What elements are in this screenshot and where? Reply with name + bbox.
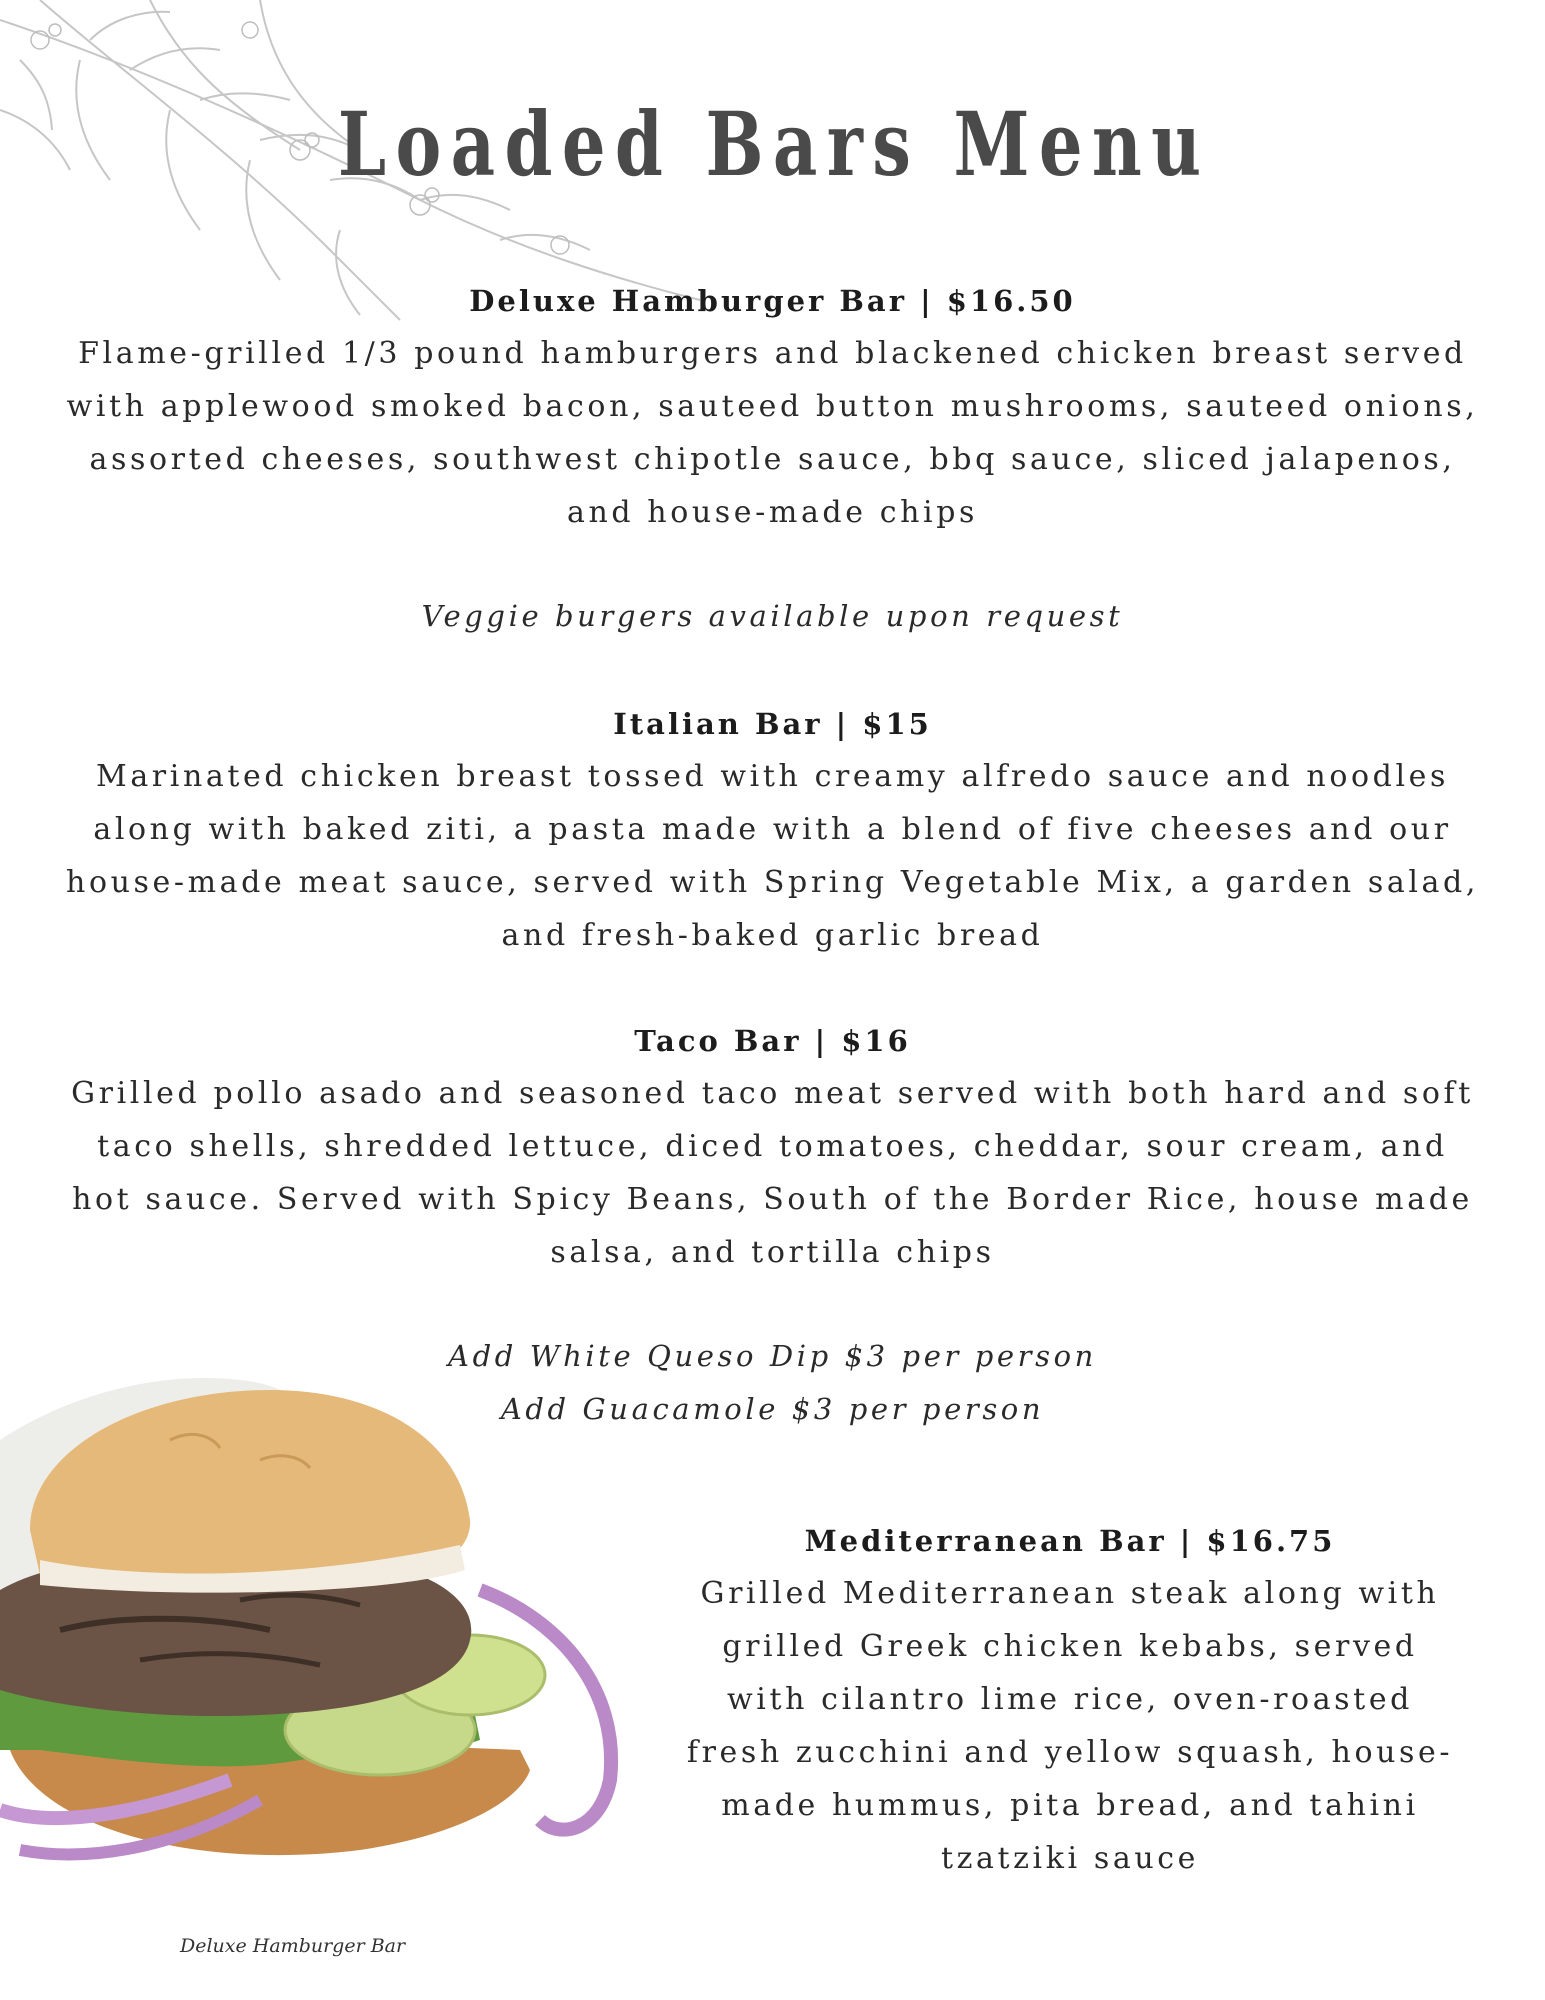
description-line: Grilled pollo asado and seasoned taco meat served with both hard and soft	[71, 1076, 1474, 1111]
description-line: along with baked ziti, a pasta made with a blend of five cheeses and our	[93, 812, 1452, 847]
section-heading: Deluxe Hamburger Bar | $16.50	[469, 284, 1076, 318]
description-line: made hummus, pita bread, and tahini	[721, 1788, 1419, 1823]
description-line: with applewood smoked bacon, sauteed button mushrooms, sauteed onions,	[66, 389, 1479, 424]
description-line: Marinated chicken breast tossed with creamy alfredo sauce and noodles	[96, 759, 1449, 794]
section-taco-bar	[40, 1015, 1505, 1279]
section-mediterranean-bar	[660, 1515, 1480, 1885]
photo-caption: Deluxe Hamburger Bar	[180, 1935, 406, 1957]
description-line: Flame-grilled 1/3 pound hamburgers and blackened chicken breast served	[78, 336, 1467, 371]
section-heading: Mediterranean Bar | $16.75	[804, 1524, 1336, 1558]
section-heading: Italian Bar | $15	[613, 707, 932, 741]
addon-guacamole: Add Guacamole $3 per person	[500, 1392, 1045, 1426]
description-line: and house-made chips	[566, 495, 979, 530]
section-heading: Taco Bar | $16	[634, 1024, 911, 1058]
veggie-note: Veggie burgers available upon request	[421, 599, 1124, 633]
description-line: assorted cheeses, southwest chipotle sauce, bbq sauce, sliced jalapenos,	[89, 442, 1456, 477]
description-line: and fresh-baked garlic bread	[501, 918, 1044, 953]
description-line: taco shells, shredded lettuce, diced tomatoes, cheddar, sour cream, and	[97, 1129, 1448, 1164]
description-line: with cilantro lime rice, oven-roasted	[727, 1682, 1413, 1717]
description-line: tzatziki sauce	[940, 1841, 1200, 1876]
menu-title: Loaded Bars Menu	[337, 92, 1211, 196]
addon-queso: Add White Queso Dip $3 per person	[448, 1339, 1097, 1373]
description-line: grilled Greek chicken kebabs, served	[722, 1629, 1418, 1664]
description-line: salsa, and tortilla chips	[550, 1235, 995, 1270]
description-line: house-made meat sauce, served with Spring Vegetable Mix, a garden salad,	[66, 865, 1479, 900]
description-line: fresh zucchini and yellow squash, house-	[686, 1735, 1454, 1770]
section-deluxe-hamburger-bar	[40, 275, 1505, 539]
hamburger-photo	[0, 1330, 640, 1890]
section-italian-bar	[40, 698, 1505, 962]
description-line: hot sauce. Served with Spicy Beans, South of the Border Rice, house made	[72, 1182, 1473, 1217]
description-line: Grilled Mediterranean steak along with	[700, 1576, 1440, 1611]
